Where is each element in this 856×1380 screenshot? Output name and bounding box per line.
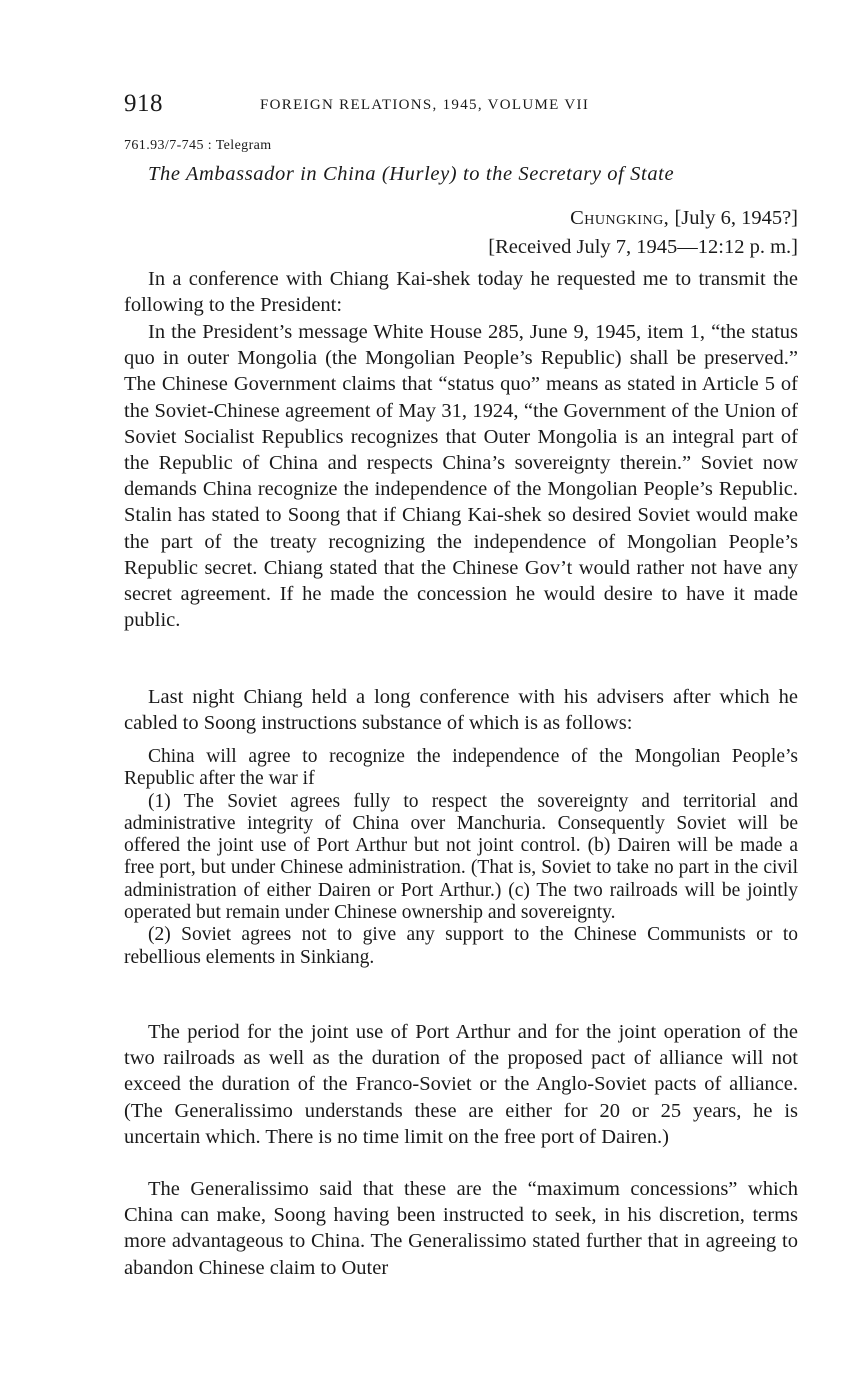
page-number: 918 — [124, 90, 163, 117]
body-paragraph — [124, 266, 798, 318]
body-paragraph — [124, 1019, 798, 1150]
instruction-intro: China will agree to recognize the independence of the Mongolian People’s Republic after the war if — [124, 746, 798, 790]
body-paragraph — [124, 684, 798, 736]
paragraph-text: In a conference with Chiang Kai-shek today he requested me to transmit the following to the President: — [124, 268, 798, 317]
document-title: The Ambassador in China (Hurley) to the Secretary of State — [148, 163, 675, 185]
received-line: [Received July 7, 1945—12:12 p. m.] — [488, 236, 798, 258]
file-reference: 761.93/7-745 : Telegram — [124, 138, 272, 153]
dateline — [570, 207, 798, 230]
running-title: FOREIGN RELATIONS, 1945, VOLUME VII — [260, 97, 590, 113]
body-paragraph — [124, 319, 798, 633]
instruction-item-2: (2) Soviet agrees not to give any support to the Chinese Communists or to rebellious elements in Sinkiang. — [124, 924, 798, 968]
page-header — [124, 90, 800, 122]
paragraph-text: The period for the joint use of Port Arthur and for the joint operation of the two railroads as well as the duration of the proposed pact of alliance will not exceed the duration of the Franco-Soviet or the Anglo-Soviet pacts of alliance. (The Generalissimo understands these are either for 20 or 25 years, he is uncertain which. There is no time limit on the free port of Dairen.) — [124, 1021, 798, 1148]
paragraph-text: The Generalissimo said that these are the “maximum concessions” which China can make, Soong having been instructed to seek, in his discretion, terms more advantageous to China. The Generalissimo stated further that in agreeing to abandon Chinese claim to Outer — [124, 1178, 798, 1279]
quoted-instructions — [124, 746, 798, 969]
instruction-item-1: (1) The Soviet agrees fully to respect the sovereignty and territorial and administrative integrity of China over Manchuria. Consequently Soviet will be offered the joint use of Port Arthur but not joint control. (b) Dairen will be made a free port, but under Chinese administration. (That is, Soviet to take no part in the civil administration of either Dairen or Port Arthur.) (c) The two railroads will be jointly operated but remain under Chinese ownership and sovereignty. — [124, 790, 798, 924]
paragraph-text: In the President’s message White House 285, June 9, 1945, item 1, “the status quo in outer Mongolia (the Mongolian People’s Republic) shall be preserved.” The Chinese Government claims that “status quo” means as stated in Article 5 of the Soviet-Chinese agreement of May 31, 1924, “the Government of the Union of Soviet Socialist Republics recognizes that Outer Mongolia is an integral part of the Republic of China and respects China’s sovereignty therein.” Soviet now demands China recognize the independence of the Mongolian People’s Republic. Stalin has stated to Soong that if Chiang Kai-shek so desired Soviet would make the part of the treaty recognizing the independence of Mongolian People’s Republic secret. Chiang stated that the Chinese Gov’t would rather not have any secret agreement. If he made the concession he would desire to have it made public. — [124, 321, 798, 632]
paragraph-text: Last night Chiang held a long conference with his advisers after which he cabled to Soong instructions substance of which is as follows: — [124, 686, 798, 735]
dateline-date: [July 6, 1945?] — [674, 207, 798, 229]
dateline-place: Chungking, — [570, 207, 670, 229]
body-paragraph — [124, 1176, 798, 1281]
